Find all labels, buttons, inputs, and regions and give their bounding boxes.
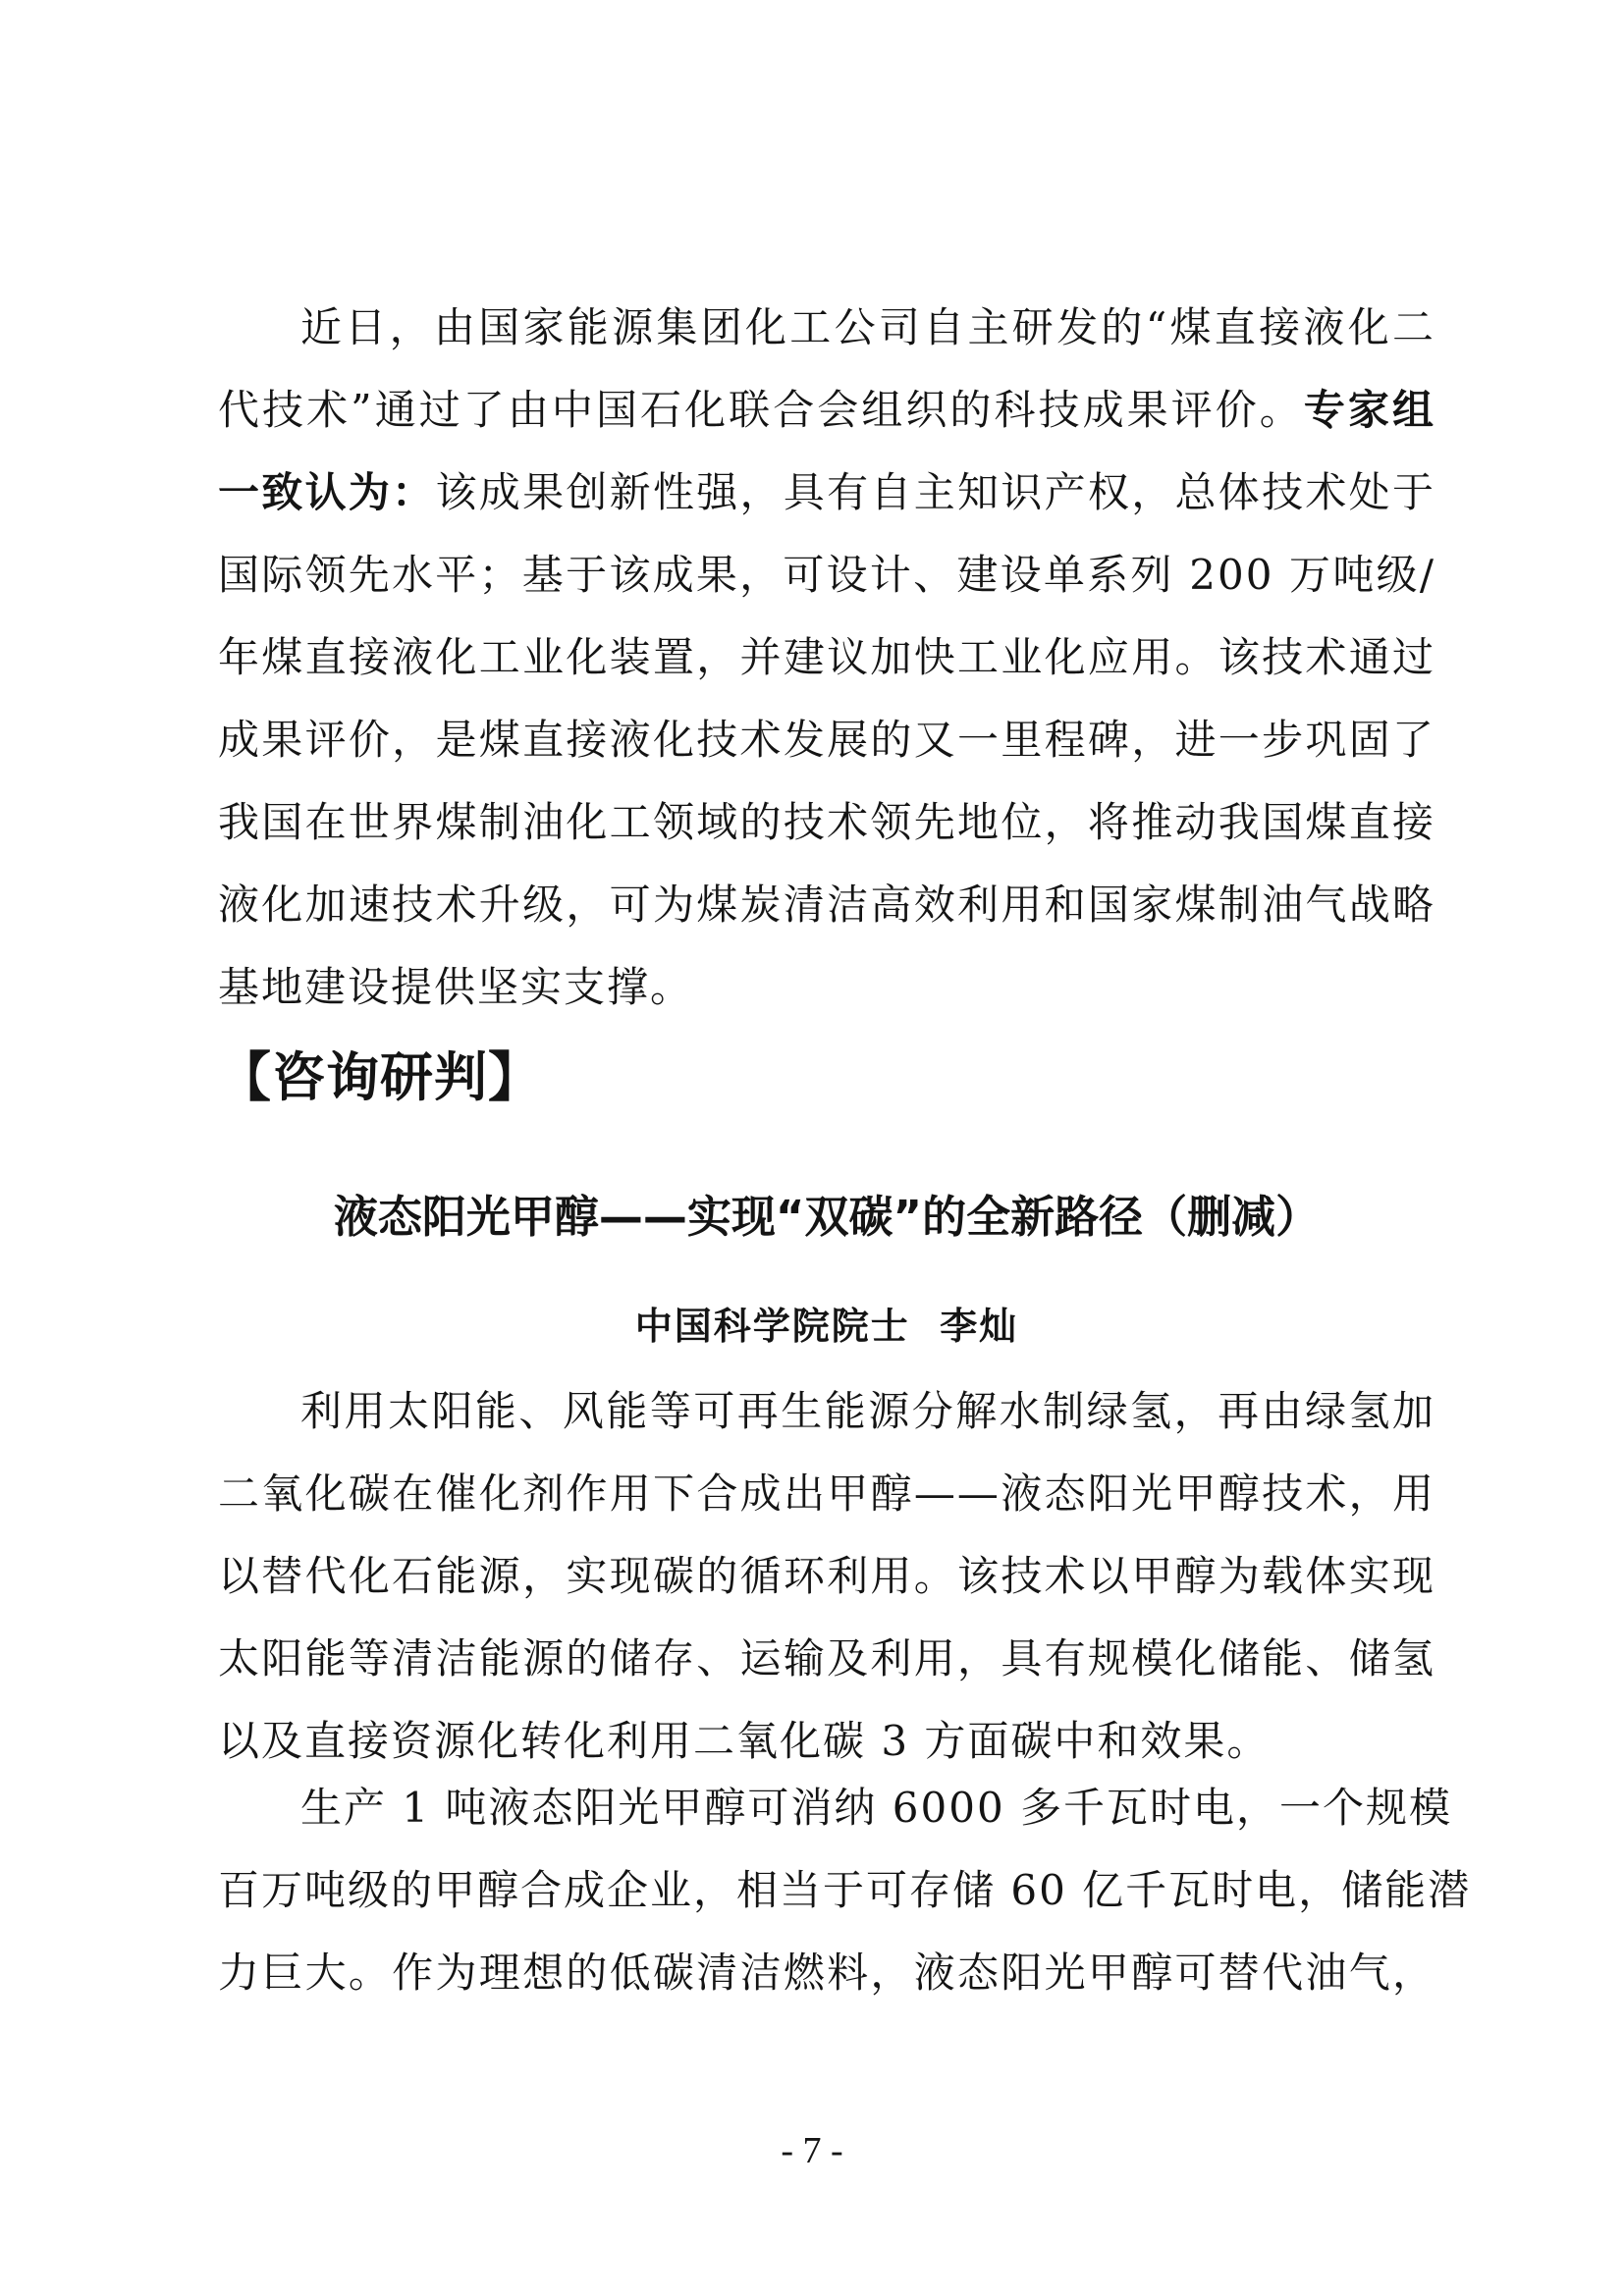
paragraph-line: 我国在世界煤制油化工领域的技术领先地位，将推动我国煤直接 <box>218 798 1435 846</box>
section-heading: 【咨询研判】 <box>218 1046 542 1108</box>
paragraph-line: 基地建设提供坚实支撑。 <box>218 963 694 1011</box>
paragraph-line: 近日，由国家能源集团化工公司自主研发的“煤直接液化二 <box>300 303 1435 351</box>
paragraph-liquid-sunshine-methanol <box>218 1370 1435 1783</box>
paragraph-line: 国际领先水平；基于该成果，可设计、建设单系列 200 万吨级/ <box>218 551 1435 599</box>
paragraph-line: 二氧化碳在催化剂作用下合成出甲醇——液态阳光甲醇技术，用 <box>218 1469 1435 1518</box>
paragraph-line: 力巨大。作为理想的低碳清洁燃料，液态阳光甲醇可替代油气， <box>218 1949 1435 1997</box>
paragraph-coal-liquefaction <box>218 287 1435 1029</box>
paragraph-line <box>218 369 1435 452</box>
paragraph-line-text: 该成果创新性强，具有自主知识产权，总体技术处于 <box>435 468 1435 516</box>
bold-phrase: 一致认为： <box>218 468 436 516</box>
paragraph-line: 年煤直接液化工业化装置，并建议加快工业化应用。该技术通过 <box>218 633 1435 681</box>
article-title: 液态阳光甲醇——实现“双碳”的全新路径（删减） <box>333 1191 1321 1243</box>
paragraph-line: 太阳能等清洁能源的储存、运输及利用，具有规模化储能、储氢 <box>218 1634 1435 1682</box>
paragraph-line: 液化加速技术升级，可为煤炭清洁高效利用和国家煤制油气战略 <box>218 881 1435 929</box>
paragraph-line: 以替代化石能源，实现碳的循环利用。该技术以甲醇为载体实现 <box>218 1552 1435 1600</box>
page-number: - 7 - <box>781 2130 843 2171</box>
paragraph-line: 百万吨级的甲醇合成企业，相当于可存储 60 亿千瓦时电，储能潜 <box>218 1866 1472 1914</box>
bold-phrase: 专家组 <box>1303 386 1435 434</box>
byline: 中国科学院院士 李灿 <box>634 1304 1019 1348</box>
paragraph-line <box>218 452 1435 534</box>
paragraph-energy-storage <box>218 1767 1472 2014</box>
paragraph-line: 成果评价，是煤直接液化技术发展的又一里程碑，进一步巩固了 <box>218 716 1435 764</box>
paragraph-line-text: 代技术”通过了由中国石化联合会组织的科技成果评价。 <box>218 386 1304 434</box>
paragraph-line: 生产 1 吨液态阳光甲醇可消纳 6000 多千瓦时电，一个规模 <box>300 1784 1453 1832</box>
paragraph-line: 利用太阳能、风能等可再生能源分解水制绿氢，再由绿氢加 <box>300 1387 1435 1435</box>
paragraph-line: 以及直接资源化转化利用二氧化碳 3 方面碳中和效果。 <box>218 1717 1271 1765</box>
